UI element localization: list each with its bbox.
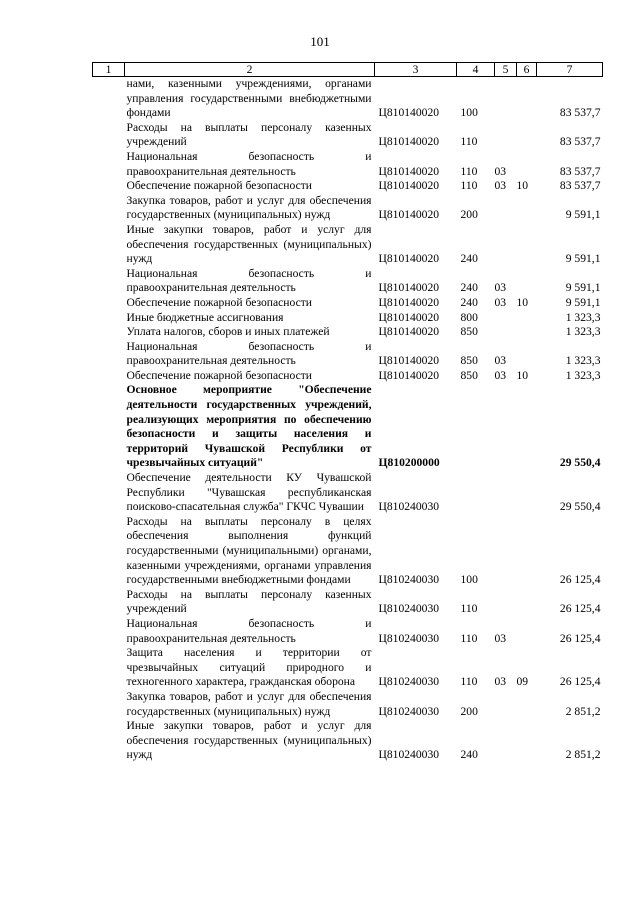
table-row [93,471,603,515]
item-name: Расходы на выплаты персоналу казенных учреждений [126,120,372,149]
item-name: Расходы на выплаты персоналу в целях обеспечения выполнения функций государственными (муниципальными) органами, казенными учреждениями, органами управления государственными внебюджетными фондами [126,514,372,587]
section [495,325,517,340]
col1-cell [93,383,125,471]
amount: 9 591,1 [565,208,601,222]
item-name: Основное мероприятие "Обеспечение деятельности государственных учреждений, реализующих мероприятия по обеспечению безопасности и защиты населения и территорий Чувашской Республики от чрезвычайных ситуаций" [126,383,372,470]
subsection [517,311,537,326]
budget-table [92,62,603,763]
table-row [93,194,603,223]
target-code: Ц810240030 [378,631,440,645]
target-code: Ц810240030 [378,500,440,514]
target-code: Ц810240030 [378,748,440,762]
header-col-5: 5 [495,63,517,77]
target-code: Ц810140020 [378,208,440,222]
table-row [93,179,603,194]
section [495,223,517,267]
header-col-6: 6 [517,63,537,77]
amount: 29 550,4 [559,500,601,514]
target-code: Ц810240030 [378,704,440,718]
col1-cell [93,194,125,223]
expense-group: 240 [460,252,478,266]
header-col-7: 7 [537,63,603,77]
page-number: 101 [310,34,330,49]
item-name: нами, казенными учреждениями, органами управления государственными внебюджетными фондами [126,77,372,120]
expense-group: 110 [460,631,478,645]
table-row [93,150,603,179]
amount: 83 537,7 [559,106,601,120]
expense-group [457,471,495,515]
expense-group: 110 [460,179,478,193]
item-name: Расходы на выплаты персоналу казенных учреждений [126,587,372,616]
table-row [93,77,603,121]
subsection [517,121,537,150]
amount: 9 591,1 [565,281,601,295]
header-col-4: 4 [457,63,495,77]
table-row [93,311,603,326]
section [495,471,517,515]
item-name: Закупка товаров, работ и услуг для обеспечения государственных (муниципальных) нужд [126,193,372,222]
col1-cell [93,325,125,340]
expense-group: 110 [460,602,478,616]
table-row [93,719,603,763]
expense-group: 110 [460,164,478,178]
section: 03 [494,295,507,309]
target-code: Ц810140020 [378,135,440,149]
item-name: Закупка товаров, работ и услуг для обеспечения государственных (муниципальных) нужд [126,689,372,718]
amount: 26 125,4 [559,631,601,645]
item-name: Иные закупки товаров, работ и услуг для обеспечения государственных (муниципальных) нужд [126,719,372,762]
section: 03 [494,354,507,368]
section: 03 [494,179,507,193]
amount: 1 323,3 [565,310,601,324]
expense-group: 110 [460,135,478,149]
subsection [517,588,537,617]
table-row [93,646,603,690]
target-code: Ц810140020 [378,325,440,339]
expense-group: 240 [460,295,478,309]
expense-group: 100 [460,106,478,120]
col1-cell [93,719,125,763]
section [495,719,517,763]
col1-cell [93,223,125,267]
subsection [517,325,537,340]
amount: 2 851,2 [565,704,601,718]
amount: 83 537,7 [559,179,601,193]
section: 03 [494,631,507,645]
table-row [93,690,603,719]
col1-cell [93,311,125,326]
item-name: Национальная безопасность и правоохранительная деятельность [126,616,372,645]
amount: 83 537,7 [559,135,601,149]
col1-cell [93,646,125,690]
item-name: Иные закупки товаров, работ и услуг для обеспечения государственных (муниципальных) нужд [126,222,372,266]
section [495,77,517,121]
amount: 9 591,1 [565,252,601,266]
target-code: Ц810240030 [378,602,440,616]
table-row [93,121,603,150]
amount: 26 125,4 [559,675,601,689]
subsection [517,690,537,719]
expense-group: 800 [460,310,478,324]
subsection: 10 [516,179,529,193]
table-header [93,63,603,77]
table-body [93,77,603,763]
table-row [93,223,603,267]
item-name: Национальная безопасность и правоохранительная деятельность [126,149,372,178]
target-code: Ц810200000 [378,456,440,470]
subsection [517,383,537,471]
item-name: Национальная безопасность и правоохранительная деятельность [126,339,372,368]
subsection [517,223,537,267]
col1-cell [93,296,125,311]
amount: 1 323,3 [565,354,601,368]
subsection [517,150,537,179]
section [495,311,517,326]
header-col-1: 1 [93,63,125,77]
section: 03 [494,281,507,295]
table-row [93,617,603,646]
header-row [93,63,603,77]
col1-cell [93,77,125,121]
section [495,515,517,588]
amount: 29 550,4 [559,456,601,470]
expense-group: 100 [460,573,478,587]
target-code: Ц810140020 [378,252,440,266]
table-row [93,296,603,311]
section [495,588,517,617]
expense-group: 240 [460,748,478,762]
expense-group: 200 [460,208,478,222]
expense-group: 850 [460,354,478,368]
target-code: Ц810140020 [378,164,440,178]
amount: 1 323,3 [565,368,601,382]
col1-cell [93,471,125,515]
col1-cell [93,267,125,296]
item-name: Иные бюджетные ассигнования [126,310,284,324]
target-code: Ц810140020 [378,179,440,193]
col1-cell [93,588,125,617]
section [495,121,517,150]
section [495,383,517,471]
target-code: Ц810140020 [378,295,440,309]
amount: 83 537,7 [559,164,601,178]
expense-group: 200 [460,704,478,718]
expense-group: 850 [460,368,478,382]
section: 03 [494,164,507,178]
table-row [93,515,603,588]
amount: 1 323,3 [565,325,601,339]
item-name: Уплата налогов, сборов и иных платежей [126,325,330,339]
item-name: Защита населения и территории от чрезвычайных ситуаций природного и техногенного характера, гражданская оборона [126,646,372,689]
section: 03 [494,675,507,689]
subsection: 10 [516,295,529,309]
amount: 26 125,4 [559,602,601,616]
section [495,690,517,719]
table-row [93,325,603,340]
amount: 9 591,1 [565,295,601,309]
table-row [93,340,603,369]
subsection [517,77,537,121]
target-code: Ц810140020 [378,368,440,382]
item-name: Обеспечение пожарной безопасности [126,179,313,193]
subsection [517,617,537,646]
target-code: Ц810140020 [378,281,440,295]
col1-cell [93,515,125,588]
section [495,194,517,223]
target-code: Ц810140020 [378,310,440,324]
col1-cell [93,617,125,646]
target-code: Ц810240030 [378,675,440,689]
subsection: 10 [516,368,529,382]
amount: 26 125,4 [559,573,601,587]
col1-cell [93,150,125,179]
subsection [517,194,537,223]
col1-cell [93,121,125,150]
table-row [93,369,603,384]
item-name: Обеспечение пожарной безопасности [126,295,313,309]
header-col-3: 3 [375,63,457,77]
item-name: Обеспечение деятельности КУ Чувашской Республики "Чувашская республиканская поисково-спасательная служба" ГКЧС Чувашии [126,471,372,514]
item-name: Обеспечение пожарной безопасности [126,368,313,382]
target-code: Ц810140020 [378,106,440,120]
subsection [517,515,537,588]
item-name: Национальная безопасность и правоохранительная деятельность [126,266,372,295]
expense-group [457,383,495,471]
expense-group: 850 [460,325,478,339]
subsection [517,267,537,296]
col1-cell [93,690,125,719]
table-row [93,383,603,471]
expense-group: 240 [460,281,478,295]
expense-group: 110 [460,675,478,689]
subsection: 09 [516,675,529,689]
col1-cell [93,340,125,369]
target-code: Ц810140020 [378,354,440,368]
amount: 2 851,2 [565,748,601,762]
table-row [93,267,603,296]
col1-cell [93,179,125,194]
header-col-2: 2 [125,63,375,77]
subsection [517,719,537,763]
subsection [517,340,537,369]
subsection [517,471,537,515]
target-code: Ц810240030 [378,573,440,587]
col1-cell [93,369,125,384]
section: 03 [494,368,507,382]
table-row [93,588,603,617]
